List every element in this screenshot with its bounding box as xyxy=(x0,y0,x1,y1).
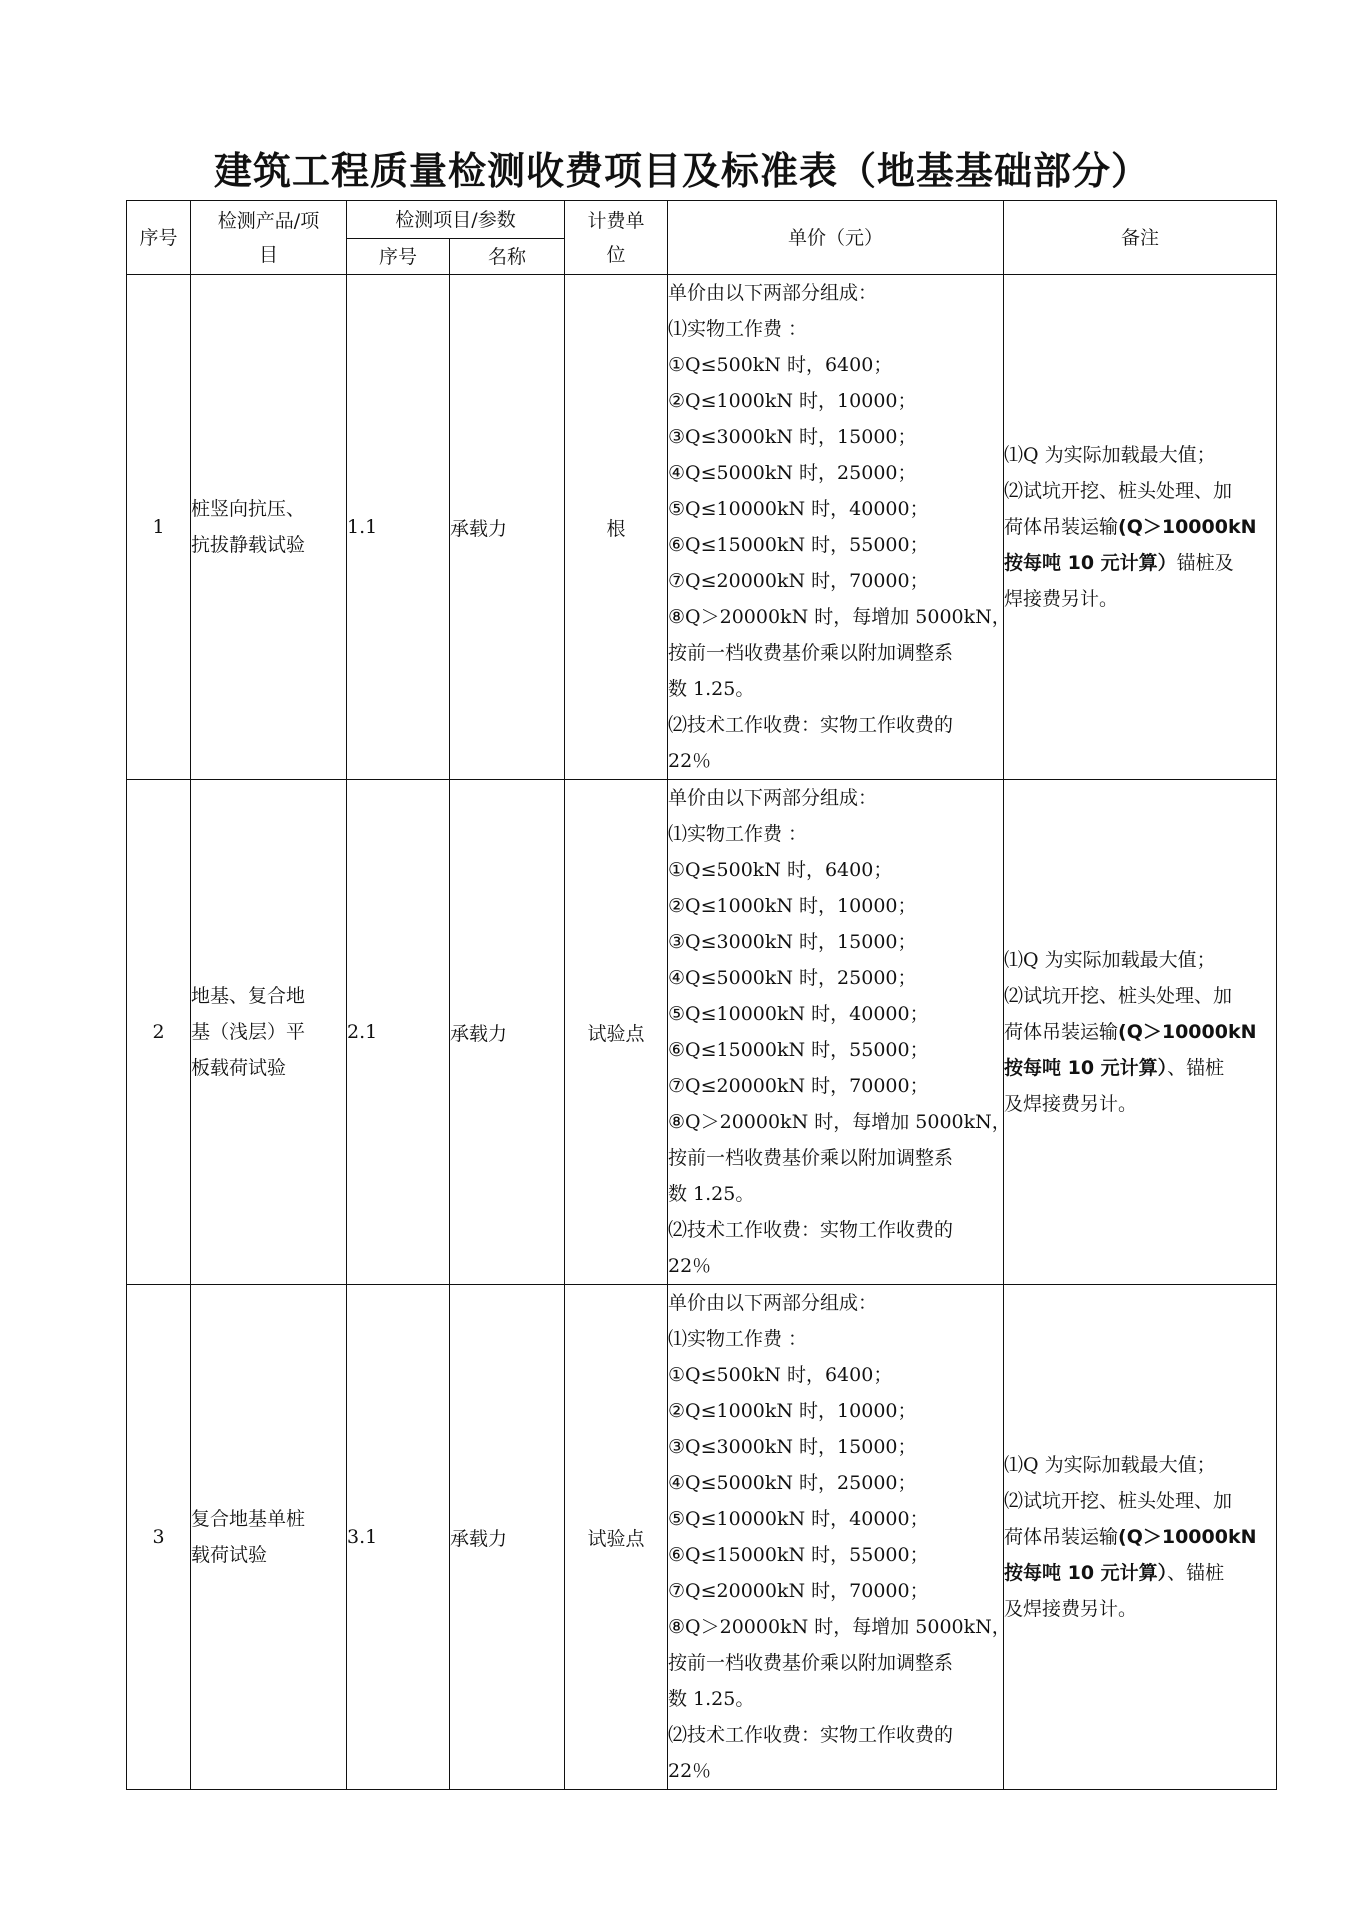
header-seq: 序号 xyxy=(127,201,191,275)
row-price xyxy=(668,780,1011,1285)
header-remarks: 备注 xyxy=(1004,201,1277,275)
remark-bold-text: (Q＞10000kN xyxy=(1118,516,1257,538)
remark-text: 荷体吊装运输 xyxy=(1004,1021,1119,1043)
price-line: ⑴实物工作费 ： xyxy=(668,1328,808,1350)
row-seq: 2 xyxy=(127,780,191,1285)
product-line: 载荷试验 xyxy=(191,1544,268,1566)
price-line: ⑦Q≤20000kN 时，70000； xyxy=(668,1580,929,1602)
price-line: ①Q≤500kN 时，6400； xyxy=(668,1364,893,1386)
remark-line xyxy=(1004,545,1276,581)
price-line: 数 1.25。 xyxy=(668,1183,755,1205)
row-item-name: 承载力 xyxy=(450,275,565,780)
header-item-name: 名称 xyxy=(450,239,565,275)
price-line: 数 1.25。 xyxy=(668,1688,755,1710)
price-line: ⑤Q≤10000kN 时，40000； xyxy=(668,498,929,520)
header-item-group: 检测项目/参数 xyxy=(347,201,565,239)
row-price xyxy=(668,275,1011,780)
price-line: 单价由以下两部分组成： xyxy=(668,282,878,304)
remark-bold-text: (Q＞10000kN xyxy=(1118,1021,1257,1043)
remark-bold-text: 按每吨 10 元计算） xyxy=(1004,552,1177,574)
table-header xyxy=(127,201,1277,275)
price-line: ⑥Q≤15000kN 时，55000； xyxy=(668,1039,929,1061)
row-unit: 试验点 xyxy=(565,780,668,1285)
remark-bold-text: 按每吨 10 元计算） xyxy=(1004,1057,1168,1079)
row-product xyxy=(191,780,347,1285)
header-product-line1: 检测产品/项 xyxy=(217,209,320,232)
remark-line xyxy=(1004,1519,1276,1555)
price-line: ⑵技术工作收费：实物工作收费的 xyxy=(668,1724,954,1746)
remark-line: 及焊接费另计。 xyxy=(1004,1093,1138,1115)
row-item-seq: 3.1 xyxy=(347,1285,450,1790)
price-line: ①Q≤500kN 时，6400； xyxy=(668,859,893,881)
header-price: 单价（元） xyxy=(668,201,1004,275)
price-line: 单价由以下两部分组成： xyxy=(668,787,878,809)
price-line: ⑤Q≤10000kN 时，40000； xyxy=(668,1508,929,1530)
header-item-seq: 序号 xyxy=(347,239,450,275)
price-line: ⑥Q≤15000kN 时，55000； xyxy=(668,1544,929,1566)
table-row xyxy=(127,780,1277,1285)
table-row xyxy=(127,275,1277,780)
remark-bold-text: (Q＞10000kN xyxy=(1118,1526,1257,1548)
remark-text: 锚桩及 xyxy=(1176,552,1234,574)
price-line: ⑴实物工作费 ： xyxy=(668,318,808,340)
remark-line xyxy=(1004,1555,1276,1591)
row-item-seq: 1.1 xyxy=(347,275,450,780)
price-line: ⑥Q≤15000kN 时，55000； xyxy=(668,534,929,556)
product-line: 基（浅层）平 xyxy=(191,1021,306,1043)
price-line: ③Q≤3000kN 时，15000； xyxy=(668,1436,917,1458)
remark-line: ⑴Q 为实际加载最大值； xyxy=(1004,949,1216,971)
price-line: ⑵技术工作收费：实物工作收费的 xyxy=(668,1219,954,1241)
row-unit: 根 xyxy=(565,275,668,780)
remark-bold-text: 按每吨 10 元计算） xyxy=(1004,1562,1168,1584)
price-line: ②Q≤1000kN 时，10000； xyxy=(668,390,917,412)
header-product xyxy=(191,201,347,275)
product-line: 抗拔静载试验 xyxy=(191,534,306,556)
price-line: ③Q≤3000kN 时，15000； xyxy=(668,931,917,953)
product-line: 复合地基单桩 xyxy=(191,1508,306,1530)
price-line: 22％ xyxy=(668,1255,712,1277)
price-line: ④Q≤5000kN 时，25000； xyxy=(668,1472,917,1494)
remark-line: 焊接费另计。 xyxy=(1004,588,1119,610)
price-line: ④Q≤5000kN 时，25000； xyxy=(668,462,917,484)
row-unit: 试验点 xyxy=(565,1285,668,1790)
row-price xyxy=(668,1285,1011,1790)
price-line: ⑧Q＞20000kN 时，每增加 5000kN， xyxy=(668,606,1011,628)
remark-line xyxy=(1004,1050,1276,1086)
price-line: ⑤Q≤10000kN 时，40000； xyxy=(668,1003,929,1025)
remark-line: ⑴Q 为实际加载最大值； xyxy=(1004,444,1216,466)
remark-text: 荷体吊装运输 xyxy=(1004,1526,1119,1548)
price-line: 按前一档收费基价乘以附加调整系 xyxy=(668,1652,954,1674)
row-remarks xyxy=(1004,1285,1277,1790)
page-title: 建筑工程质量检测收费项目及标准表（地基基础部分） xyxy=(213,148,1150,193)
header-unit-line1: 计费单 xyxy=(587,209,645,232)
price-line: ⑵技术工作收费：实物工作收费的 xyxy=(668,714,954,736)
price-line: ④Q≤5000kN 时，25000； xyxy=(668,967,917,989)
price-line: 22％ xyxy=(668,750,712,772)
remark-text: 、锚桩 xyxy=(1167,1057,1225,1079)
price-line: ⑦Q≤20000kN 时，70000； xyxy=(668,570,929,592)
remark-line: ⑵试坑开挖、桩头处理、加 xyxy=(1004,985,1233,1007)
remark-line: 及焊接费另计。 xyxy=(1004,1598,1138,1620)
row-product xyxy=(191,275,347,780)
price-line: 22％ xyxy=(668,1760,712,1782)
remark-line: ⑴Q 为实际加载最大值； xyxy=(1004,1454,1216,1476)
fee-table xyxy=(126,200,1277,1790)
product-line: 板载荷试验 xyxy=(191,1057,287,1079)
row-product xyxy=(191,1285,347,1790)
price-line: 按前一档收费基价乘以附加调整系 xyxy=(668,642,954,664)
row-seq: 3 xyxy=(127,1285,191,1790)
price-line: 单价由以下两部分组成： xyxy=(668,1292,878,1314)
remark-line: ⑵试坑开挖、桩头处理、加 xyxy=(1004,480,1233,502)
table-row xyxy=(127,1285,1277,1790)
header-product-line2: 目 xyxy=(258,243,278,266)
remark-text: 、锚桩 xyxy=(1167,1562,1225,1584)
price-line: ⑦Q≤20000kN 时，70000； xyxy=(668,1075,929,1097)
row-item-seq: 2.1 xyxy=(347,780,450,1285)
header-unit-line2: 位 xyxy=(606,243,626,266)
price-line: ②Q≤1000kN 时，10000； xyxy=(668,1400,917,1422)
price-line: 数 1.25。 xyxy=(668,678,755,700)
row-remarks xyxy=(1004,275,1277,780)
row-item-name: 承载力 xyxy=(450,1285,565,1790)
remark-text: 荷体吊装运输 xyxy=(1004,516,1119,538)
remark-line: ⑵试坑开挖、桩头处理、加 xyxy=(1004,1490,1233,1512)
price-line: ③Q≤3000kN 时，15000； xyxy=(668,426,917,448)
remark-line xyxy=(1004,509,1276,545)
price-line: ⑴实物工作费 ： xyxy=(668,823,808,845)
row-seq: 1 xyxy=(127,275,191,780)
price-line: ②Q≤1000kN 时，10000； xyxy=(668,895,917,917)
price-line: ⑧Q＞20000kN 时，每增加 5000kN， xyxy=(668,1616,1011,1638)
product-line: 地基、复合地 xyxy=(191,985,306,1007)
price-line: ①Q≤500kN 时，6400； xyxy=(668,354,893,376)
row-item-name: 承载力 xyxy=(450,780,565,1285)
header-unit xyxy=(565,201,668,275)
row-remarks xyxy=(1004,780,1277,1285)
product-line: 桩竖向抗压、 xyxy=(191,498,306,520)
price-line: ⑧Q＞20000kN 时，每增加 5000kN， xyxy=(668,1111,1011,1133)
remark-line xyxy=(1004,1014,1276,1050)
price-line: 按前一档收费基价乘以附加调整系 xyxy=(668,1147,954,1169)
